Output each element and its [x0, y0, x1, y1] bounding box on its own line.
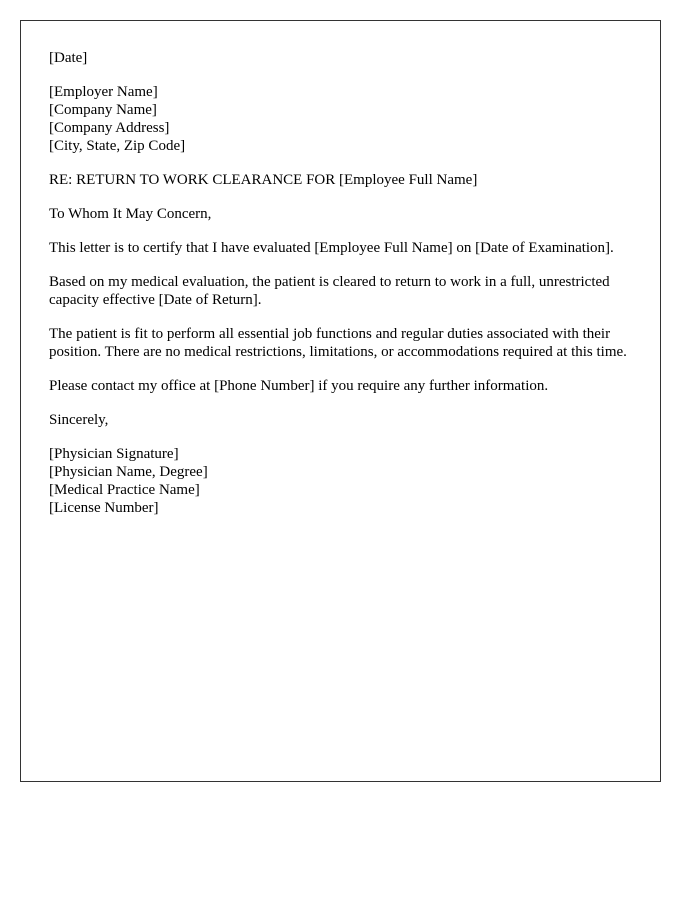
physician-signature: [Physician Signature]	[49, 446, 179, 462]
company-address: [Company Address]	[49, 120, 170, 136]
salutation: To Whom It May Concern,	[49, 206, 212, 222]
subject-line: RE: RETURN TO WORK CLEARANCE FOR [Employee Full Name]	[49, 172, 478, 188]
body-paragraph: Please contact my office at [Phone Number] if you require any further information.	[49, 378, 549, 394]
letter-page	[20, 20, 661, 782]
company-name: [Company Name]	[49, 102, 157, 118]
employer-name: [Employer Name]	[49, 84, 158, 100]
signature-block	[49, 445, 632, 517]
practice-name: [Medical Practice Name]	[49, 482, 200, 498]
recipient-address	[49, 83, 632, 155]
body-paragraph: This letter is to certify that I have evaluated [Employee Full Name] on [Date of Examination].	[49, 240, 614, 256]
physician-name: [Physician Name, Degree]	[49, 464, 208, 480]
body-paragraph: The patient is fit to perform all essential job functions and regular duties associated with their position. There are no medical restrictions, limitations, or accommodations required at this time.	[49, 326, 627, 360]
letter-date: [Date]	[49, 50, 88, 66]
body-paragraph: Based on my medical evaluation, the patient is cleared to return to work in a full, unrestricted capacity effective [Date of Return].	[49, 274, 610, 308]
closing: Sincerely,	[49, 412, 109, 428]
city-state-zip: [City, State, Zip Code]	[49, 138, 186, 154]
license-number: [License Number]	[49, 500, 159, 516]
